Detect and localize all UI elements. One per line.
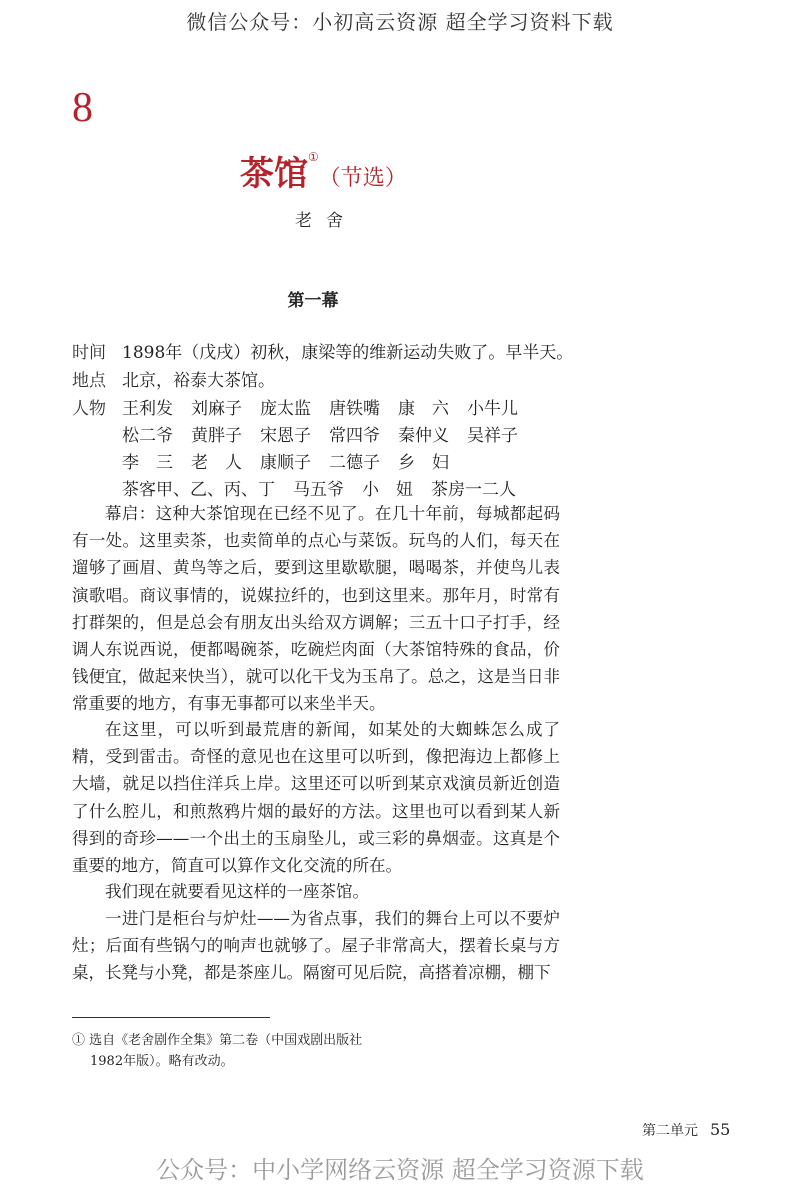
body-paragraph: 幕启：这种大茶馆现在已经不见了。在几十年前，每城都起码有一处。这里卖茶，也卖简单的点心与菜饭。玩鸟的人们，每天在遛够了画眉、黄鸟等之后，要到这里歇歇腿，喝喝茶，并使鸟儿表演歌唱。商议事情的，说媒拉纤的，也到这里来。那年月，时常有打群架的，但是总会有朋友出头给双方调解；三五十口子打手，经调人东说西说，便都喝碗茶，吃碗烂肉面（大茶馆特殊的食品，价钱便宜，做起来快当），就可以化干戈为玉帛了。总之，这是当日非常重要的地方，有事无事都可以来坐半天。: [72, 504, 560, 714]
character-name: 小 妞: [362, 480, 413, 500]
page-footer: [642, 1120, 730, 1140]
author: 老舍: [295, 211, 357, 231]
character-name: 王利发: [122, 399, 173, 419]
info-row-place: [72, 366, 275, 391]
character-name: 老 人: [191, 453, 242, 473]
page-number: 55: [710, 1120, 731, 1139]
body-paragraph: 一进门是柜台与炉灶——为省点事，我们的舞台上可以不要炉灶；后面有些锅勺的响声也就够了。屋子非常高大，摆着长桌与方桌，长凳与小凳，都是茶座儿。隔窗可见后院，高搭着凉棚，棚下: [72, 909, 560, 983]
lesson-number: 8: [72, 85, 93, 131]
character-name: 庞太监: [260, 399, 311, 419]
info-row-time: [72, 338, 573, 363]
title-footnote-marker: ①: [308, 150, 319, 164]
top-watermark: 微信公众号：小初高云资源 超全学习资料下载: [186, 10, 614, 34]
footnote-line: [72, 1030, 362, 1051]
info-label: 地点: [72, 371, 106, 391]
info-label: 时间: [72, 343, 106, 363]
unit-label: 第二单元: [642, 1123, 698, 1139]
characters-label-text: 人物: [72, 399, 106, 419]
character-row: [122, 448, 467, 473]
character-row: [122, 475, 534, 500]
title-text: 茶馆: [240, 154, 308, 194]
footnote-divider: [72, 1017, 270, 1018]
character-name: 小牛儿: [467, 399, 518, 419]
character-row: [122, 421, 536, 446]
character-name: 松二爷: [122, 426, 173, 446]
footnote-text: 选自《老舍剧作全集》第二卷（中国戏剧出版社: [89, 1033, 363, 1048]
character-name: 宋恩子: [260, 426, 311, 446]
character-name: 李 三: [122, 453, 173, 473]
body-paragraph: 在这里，可以听到最荒唐的新闻，如某处的大蜘蛛怎么成了精，受到雷击。奇怪的意见也在这里可以听到，像把海边上都修上大墙，就足以挡住洋兵上岸。这里还可以听到某京戏演员新近创造了什么腔儿，和煎熬鸦片烟的最好的方法。这里也可以看到某人新得到的奇珍——一个出土的玉扇坠儿，或三彩的鼻烟壶。这真是个重要的地方，简直可以算作文化交流的所在。: [72, 720, 560, 876]
page-title: [240, 146, 407, 195]
character-name: 乡 妇: [398, 453, 449, 473]
character-name: 茶客甲、乙、丙、丁: [122, 480, 275, 500]
body-paragraph: 我们现在就要看见这样的一座茶馆。: [105, 882, 369, 901]
act-heading: 第一幕: [287, 291, 339, 311]
bottom-watermark: 公众号：中小学网络云资源 超全学习资源下载: [156, 1156, 644, 1184]
title-subtitle: （节选）: [318, 166, 407, 191]
info-value: 北京，裕泰大茶馆。: [122, 371, 275, 391]
character-name: 康 六: [398, 399, 449, 419]
character-name: 常四爷: [329, 426, 380, 446]
character-name: 二德子: [329, 453, 380, 473]
character-name: 秦仲义: [398, 426, 449, 446]
character-row: [122, 394, 536, 419]
info-value: 1898年（戊戌）初秋，康梁等的维新运动失败了。早半天。: [122, 343, 574, 363]
footnote-line: 1982年版）。略有改动。: [90, 1054, 234, 1069]
character-name: 刘麻子: [191, 399, 242, 419]
character-name: 康顺子: [260, 453, 311, 473]
characters-label: [72, 394, 122, 419]
character-name: 黄胖子: [191, 426, 242, 446]
footnote-marker: ①: [72, 1033, 86, 1048]
character-name: 茶房一二人: [431, 480, 516, 500]
footnote: [72, 1030, 362, 1072]
character-name: 唐铁嘴: [329, 399, 380, 419]
character-name: 马五爷: [293, 480, 344, 500]
character-name: 吴祥子: [467, 426, 518, 446]
